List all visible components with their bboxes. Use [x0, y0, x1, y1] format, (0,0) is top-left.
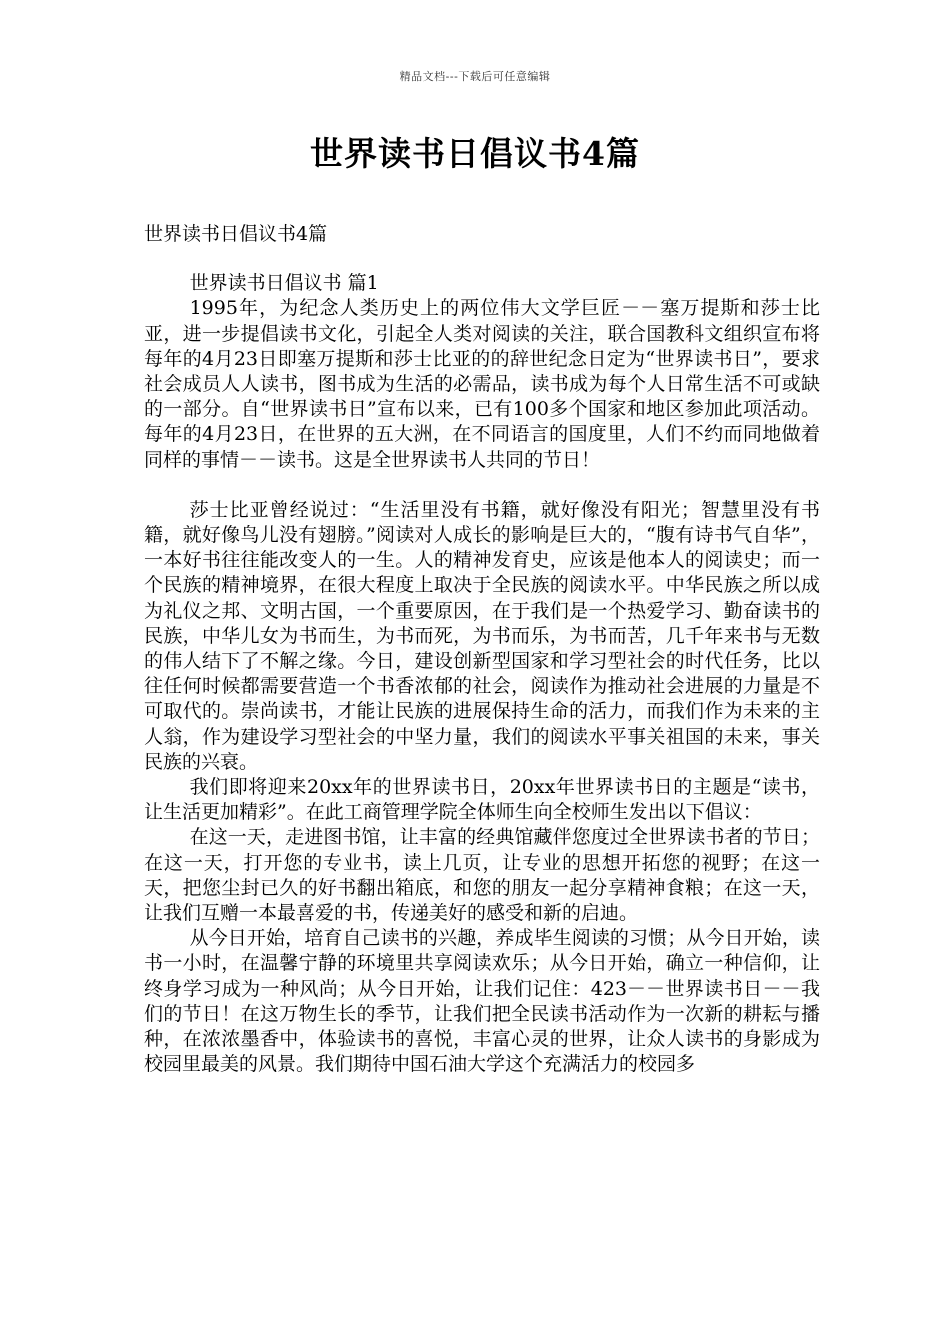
- paragraph-3: 我们即将迎来20xx年的世界读书日，20xx年世界读书日的主题是“读书，让生活更加精彩”。在此工商管理学院全体师生向全校师生发出以下倡议：: [144, 776, 820, 824]
- header-note: 精品文档---下载后可任意编辑: [399, 70, 551, 83]
- paragraph-4: 在这一天，走进图书馆，让丰富的经典馆藏伴您度过全世界读书者的节日；在这一天，打开您的专业书，读上几页，让专业的思想开拓您的视野；在这一天，把您尘封已久的好书翻出箱底，和您的朋友一起分享精神食粮；在这一天，让我们互赠一本最喜爱的书，传递美好的感受和新的启迪。: [144, 826, 820, 925]
- paragraph-1: 1995年，为纪念人类历史上的两位伟大文学巨匠－－塞万提斯和莎士比亚，进一步提倡读书文化，引起全人类对阅读的关注，联合国教科文组织宣布将每年的4月23日即塞万提斯和莎士比亚的的辞世纪念日定为“世界读书日”，要求社会成员人人读书，图书成为生活的必需品，读书成为每个人日常生活不可或缺的一部分。自“世界读书日”宣布以来，已有100多个国家和地区参加此项活动。每年的4月23日，在世界的五大洲，在不同语言的国度里，人们不约而同地做着同样的事情－－读书。这是全世界读书人共同的节日！: [144, 297, 820, 471]
- section-heading: 世界读书日倡议书 篇1: [189, 272, 379, 295]
- paragraph-5: 从今日开始，培育自己读书的兴趣，养成毕生阅读的习惯；从今日开始，读书一小时，在温馨宁静的环境里共享阅读欢乐；从今日开始，确立一种信仰，让终身学习成为一种风尚；从今日开始，让我们记住：423－－世界读书日－－我们的节日！在这万物生长的季节，让我们把全民读书活动作为一次新的耕耘与播种，在浓浓墨香中，体验读书的喜悦，丰富心灵的世界，让众人读书的身影成为校园里最美的风景。我们期待中国石油大学这个充满活力的校园多: [144, 927, 820, 1076]
- document-subtitle: 世界读书日倡议书4篇: [144, 223, 328, 245]
- paragraph-2: 莎士比亚曾经说过：“生活里没有书籍，就好像没有阳光；智慧里没有书籍，就好像鸟儿没有翅膀。”阅读对人成长的影响是巨大的，“腹有诗书气自华”，一本好书往往能改变人的一生。人的精神发育史，应该是他本人的阅读史；而一个民族的精神境界，在很大程度上取决于全民族的阅读水平。中华民族之所以成为礼仪之邦、文明古国，一个重要原因，在于我们是一个热爱学习、勤奋读书的民族，中华儿女为书而生，为书而死，为书而乐，为书而苦，几千年来书与无数的伟人结下了不解之缘。今日，建设创新型国家和学习型社会的时代任务，比以往任何时候都需要营造一个书香浓郁的社会，阅读作为推动社会进展的力量是不可取代的。崇尚读书，才能让民族的进展保持生命的活力，而我们作为未来的主人翁，作为建设学习型社会的中坚力量，我们的阅读水平事关祖国的未来，事关民族的兴衰。: [144, 498, 820, 773]
- page-title: 世界读书日倡议书4篇: [310, 134, 640, 173]
- document-body: [144, 222, 820, 1078]
